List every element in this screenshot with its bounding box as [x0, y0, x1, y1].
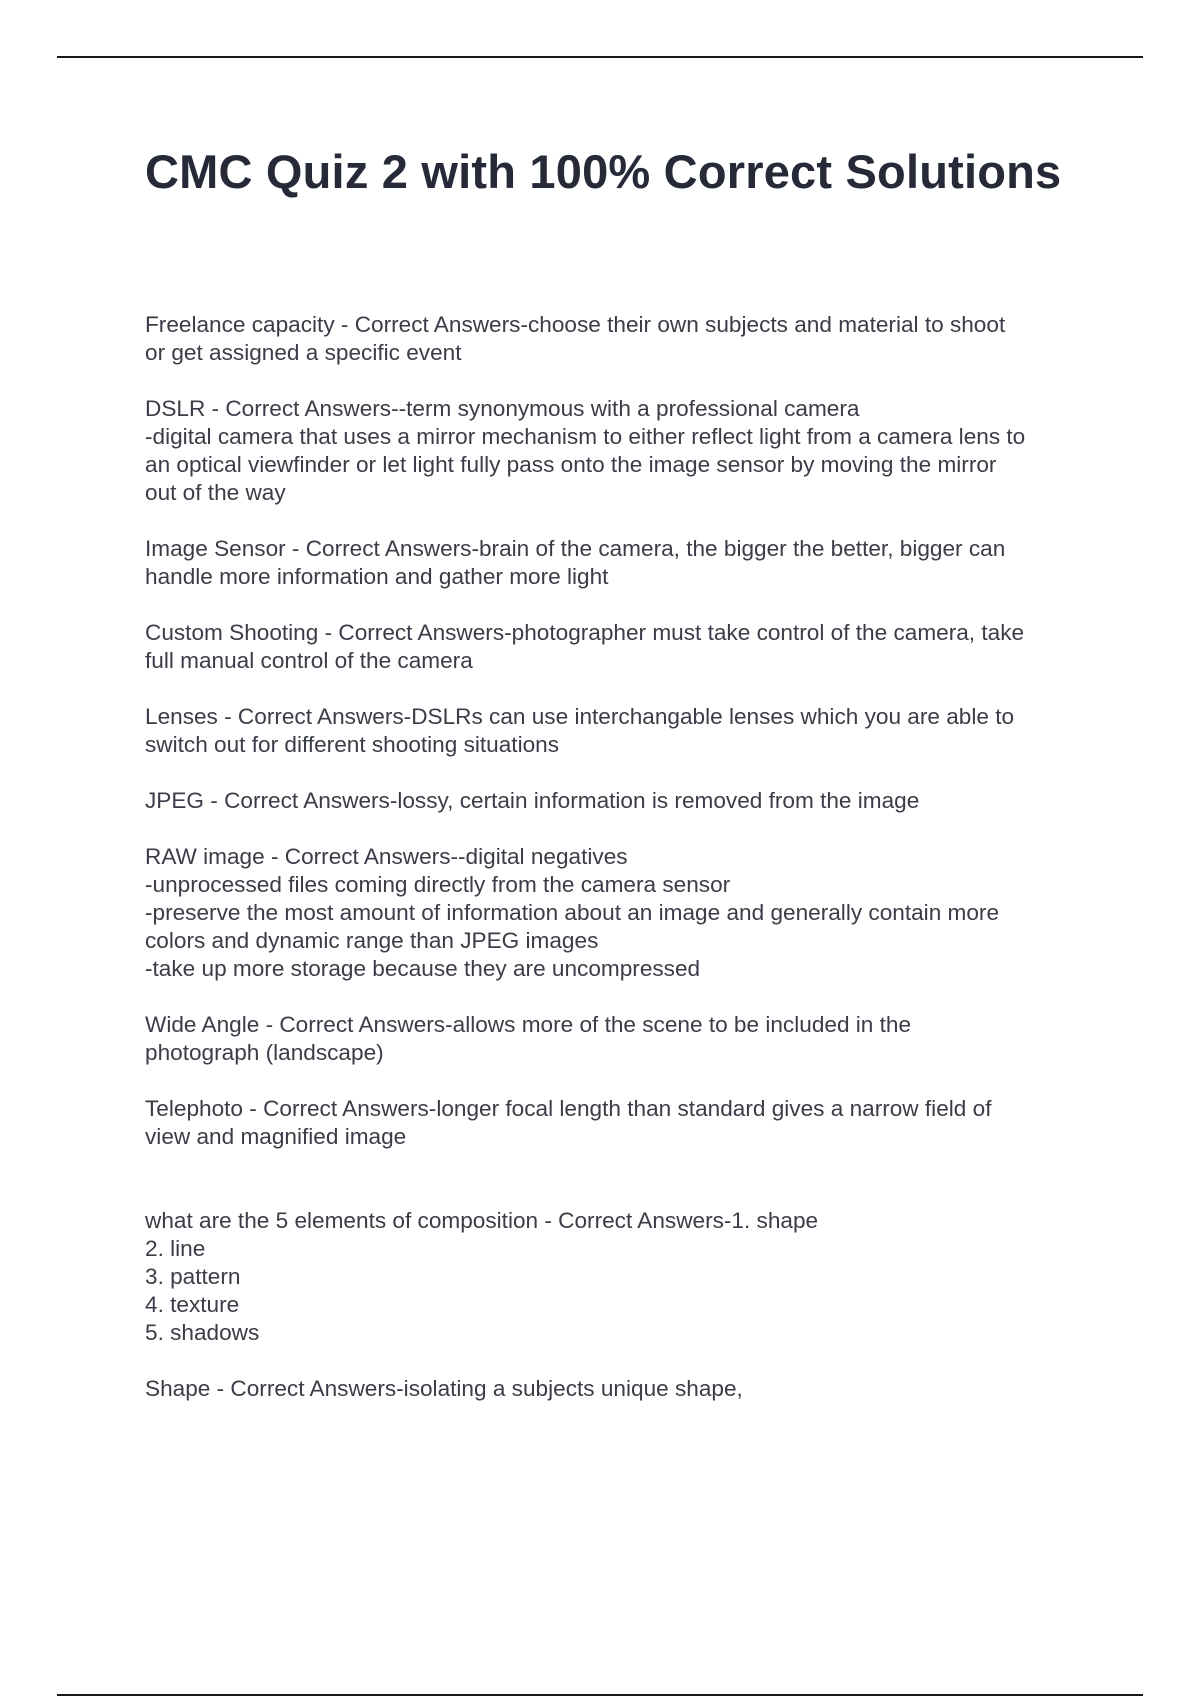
qa-entry-freelance-capacity: [145, 311, 1090, 367]
qa-entry-jpeg: [145, 787, 1090, 815]
entry-line: colors and dynamic range than JPEG images: [145, 928, 599, 953]
entry-line: Freelance capacity - Correct Answers-choose their own subjects and material to shoot: [145, 312, 1006, 337]
qa-entry-lenses: [145, 703, 1090, 759]
entry-line: -preserve the most amount of information about an image and generally contain more: [145, 900, 1000, 925]
entry-line: 3. pattern: [145, 1264, 241, 1289]
qa-list: [145, 311, 1090, 1431]
entry-line: view and magnified image: [145, 1124, 407, 1149]
entry-line: switch out for different shooting situations: [145, 732, 560, 757]
entry-line: out of the way: [145, 480, 286, 505]
qa-entry-wide-angle: [145, 1011, 1090, 1067]
entry-line: Image Sensor - Correct Answers-brain of the camera, the bigger the better, bigger can: [145, 536, 1006, 561]
entry-line: full manual control of the camera: [145, 648, 473, 673]
entry-line: -unprocessed files coming directly from the camera sensor: [145, 872, 731, 897]
page-title: CMC Quiz 2 with 100% Correct Solutions: [145, 145, 1062, 198]
entry-line: Shape - Correct Answers-isolating a subjects unique shape,: [145, 1376, 743, 1401]
entry-line: -digital camera that uses a mirror mechanism to either reflect light from a camera lens to: [145, 424, 1026, 449]
entry-line: Custom Shooting - Correct Answers-photographer must take control of the camera, take: [145, 620, 1025, 645]
entry-line: or get assigned a specific event: [145, 340, 462, 365]
bottom-rule: [57, 1694, 1143, 1696]
qa-entry-telephoto: [145, 1095, 1090, 1151]
entry-line: -take up more storage because they are uncompressed: [145, 956, 701, 981]
entry-line: handle more information and gather more light: [145, 564, 609, 589]
entry-line: photograph (landscape): [145, 1040, 384, 1065]
entry-line: what are the 5 elements of composition - Correct Answers-1. shape: [145, 1208, 819, 1233]
entry-line: Telephoto - Correct Answers-longer focal length than standard gives a narrow field of: [145, 1096, 992, 1121]
qa-entry-elements-of-composition: [145, 1207, 1090, 1347]
qa-entry-raw-image: [145, 843, 1090, 983]
top-rule: [57, 56, 1143, 58]
entry-line: Lenses - Correct Answers-DSLRs can use interchangable lenses which you are able to: [145, 704, 1015, 729]
entry-line: 4. texture: [145, 1292, 240, 1317]
entry-line: an optical viewfinder or let light fully pass onto the image sensor by moving the mirror: [145, 452, 997, 477]
entry-line: Wide Angle - Correct Answers-allows more of the scene to be included in the: [145, 1012, 912, 1037]
qa-entry-custom-shooting: [145, 619, 1090, 675]
qa-entry-dslr: [145, 395, 1090, 507]
qa-entry-shape: [145, 1375, 1090, 1403]
entry-line: 5. shadows: [145, 1320, 260, 1345]
entry-line: DSLR - Correct Answers--term synonymous with a professional camera: [145, 396, 860, 421]
entry-line: 2. line: [145, 1236, 206, 1261]
qa-entry-image-sensor: [145, 535, 1090, 591]
entry-line: RAW image - Correct Answers--digital negatives: [145, 844, 628, 869]
entry-line: JPEG - Correct Answers-lossy, certain information is removed from the image: [145, 788, 920, 813]
